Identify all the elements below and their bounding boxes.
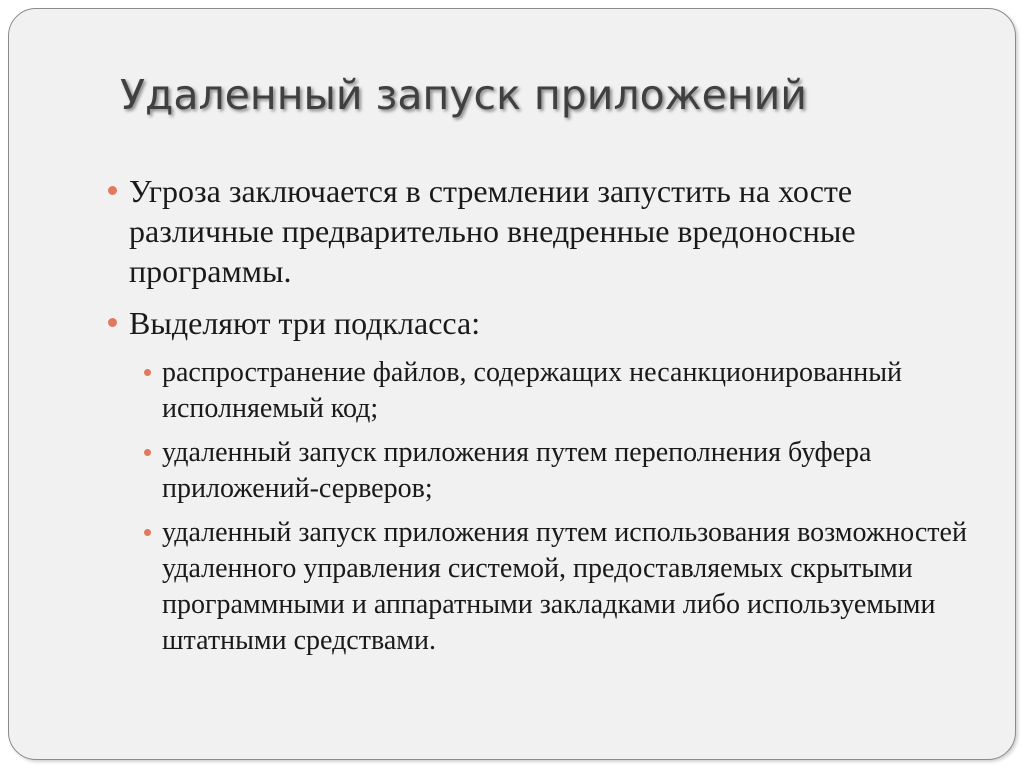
bullet-text: Угроза заключается в стремлении запустить на хосте различные предварительно внедренные вредоносные программы. [129, 173, 856, 289]
bullet-dot-icon [144, 449, 151, 456]
bullet-dot-icon [108, 186, 117, 195]
sub-bullet-text: распространение файлов, содержащих несанкционированный исполняемый код; [162, 357, 903, 424]
bullet-dot-icon [144, 369, 151, 376]
bullet-item [129, 171, 959, 291]
sub-bullet-item [162, 355, 992, 427]
slide [8, 8, 1016, 760]
sub-bullet-text: удаленный запуск приложения путем использования возможностей удаленного управления системой, предоставляемых скрытыми программными и аппаратными закладками либо используемыми штатными средствами. [162, 517, 967, 656]
bullet-dot-icon [144, 529, 151, 536]
slide-title: Удаленный запуск приложений [120, 71, 807, 119]
sub-bullet-text: удаленный запуск приложения путем переполнения буфера приложений-серверов; [162, 437, 872, 504]
bullet-text: Выделяют три подкласса: [129, 305, 481, 341]
sub-bullet-item [162, 515, 992, 659]
bullet-list [9, 171, 1017, 667]
sub-bullet-item [162, 435, 992, 507]
bullet-dot-icon [108, 318, 117, 327]
bullet-item [129, 303, 959, 343]
